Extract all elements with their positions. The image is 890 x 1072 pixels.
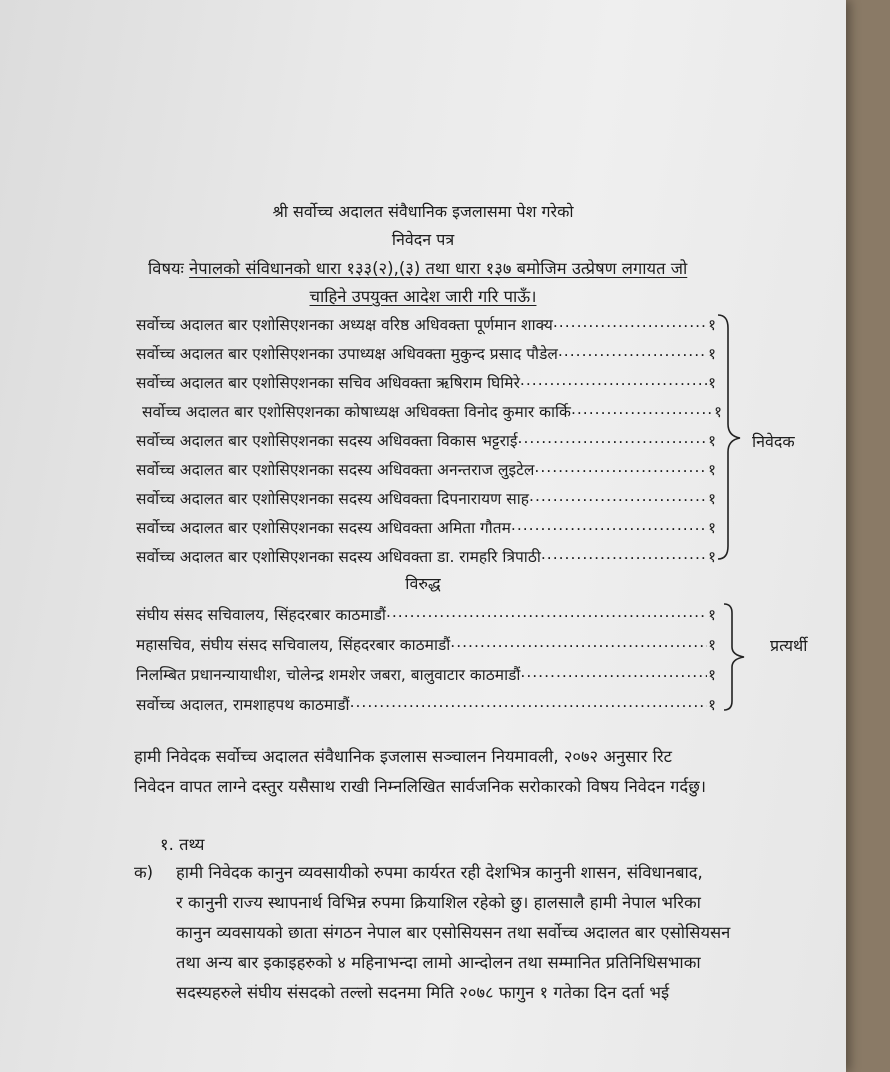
paragraph-line: सदस्यहरुले संघीय संसदको तल्लो सदनमा मिति २०७८ फागुन १ गतेका दिन दर्ता भई xyxy=(176,983,670,1002)
document-heading: श्री सर्वोच्च अदालत संवैधानिक इजलासमा पेश गरेको xyxy=(272,202,574,221)
respondent-label: प्रत्यर्थी xyxy=(770,636,808,655)
subject-label: विषयः xyxy=(148,259,184,278)
paragraph-line: तथा अन्य बार इकाइहरुको ४ महिनाभन्दा लामो आन्दोलन तथा सम्मानित प्रतिनिधिसभाका xyxy=(176,953,701,972)
versus-heading: विरुद्ध xyxy=(405,574,441,593)
section-heading: १. तथ्य xyxy=(160,835,205,854)
petitioner-row: सर्वोच्च अदालत बार एशोसिएशनका सचिव अधिवक्ता ऋषिराम घिमिरे ..... १ xyxy=(136,371,716,393)
respondent-row: सर्वोच्च अदालत, रामशाहपथ काठमाडौं ..... १ xyxy=(136,693,716,715)
respondent-row: महासचिव, संघीय संसद सचिवालय, सिंहदरबार काठमाडौं ..... १ xyxy=(136,633,716,655)
petitioner-row: सर्वोच्च अदालत बार एशोसिएशनका अध्यक्ष वरिष्ठ अधिवक्ता पूर्णमान शाक्य ..... १ xyxy=(136,313,716,335)
petitioner-row: सर्वोच्च अदालत बार एशोसिएशनका सदस्य अधिवक्ता डा. रामहरि त्रिपाठी ..... १ xyxy=(136,545,716,567)
document-subheading: निवेदन पत्र xyxy=(391,230,455,249)
petitioner-row: सर्वोच्च अदालत बार एशोसिएशनका सदस्य अधिवक्ता अमिता गौतम ..... १ xyxy=(136,516,716,538)
subject-text-2: चाहिने उपयुक्त आदेश जारी गरि पाऊँ। xyxy=(309,287,537,306)
subject-line-1 xyxy=(148,256,687,279)
petitioner-row: सर्वोच्च अदालत बार एशोसिएशनका सदस्य अधिवक्ता विकास भट्टराई ..... १ xyxy=(136,429,716,451)
subject-text-1: नेपालको संविधानको धारा १३३(२),(३) तथा धारा १३७ बमोजिम उत्प्रेषण लगायत जो xyxy=(189,259,688,278)
petitioner-row: सर्वोच्च अदालत बार एशोसिएशनका उपाध्यक्ष अधिवक्ता मुकुन्द प्रसाद पौडेल ..... १ xyxy=(136,342,716,364)
list-marker: क) xyxy=(134,863,154,882)
respondent-row: संघीय संसद सचिवालय, सिंहदरबार काठमाडौं ..... १ xyxy=(136,603,716,625)
petitioner-brace-icon xyxy=(716,312,746,562)
paragraph-line: र कानुनी राज्य स्थापनार्थ विभिन्न रुपमा क्रियाशिल रहेको छु। हालसालै हामी नेपाल भरिका xyxy=(176,893,701,912)
petitioner-row: सर्वोच्च अदालत बार एशोसिएशनका कोषाध्यक्ष अधिवक्ता विनोद कुमार कार्कि ..... १ xyxy=(142,400,722,422)
paragraph-line: कानुन व्यवसायको छाता संगठन नेपाल बार एसोसियसन तथा सर्वोच्च अदालत बार एसोसियसन xyxy=(176,923,731,942)
respondent-row: निलम्बित प्रधानन्यायाधीश, चोलेन्द्र शमशेर जबरा, बालुवाटार काठमाडौं ..... १ xyxy=(136,663,716,685)
petitioner-row: सर्वोच्च अदालत बार एशोसिएशनका सदस्य अधिवक्ता दिपनारायण साह ..... १ xyxy=(136,487,716,509)
respondent-brace-icon xyxy=(722,601,750,713)
intro-line-2: निवेदन वापत लाग्ने दस्तुर यसैसाथ राखी निम्नलिखित सार्वजनिक सरोकारको विषय निवेदन गर्दछु। xyxy=(134,777,707,796)
petitioner-label: निवेदक xyxy=(752,432,795,451)
petitioner-row: सर्वोच्च अदालत बार एशोसिएशनका सदस्य अधिवक्ता अनन्तराज लुइटेल ..... १ xyxy=(136,458,716,480)
paragraph-line: हामी निवेदक कानुन व्यवसायीको रुपमा कार्यरत रही देशभित्र कानुनी शासन, संविधानबाद, xyxy=(176,863,703,882)
intro-line-1: हामी निवेदक सर्वोच्च अदालत संवैधानिक इजलास सञ्चालन नियमावली, २०७२ अनुसार रिट xyxy=(134,747,672,766)
subject-line-2 xyxy=(0,284,846,307)
